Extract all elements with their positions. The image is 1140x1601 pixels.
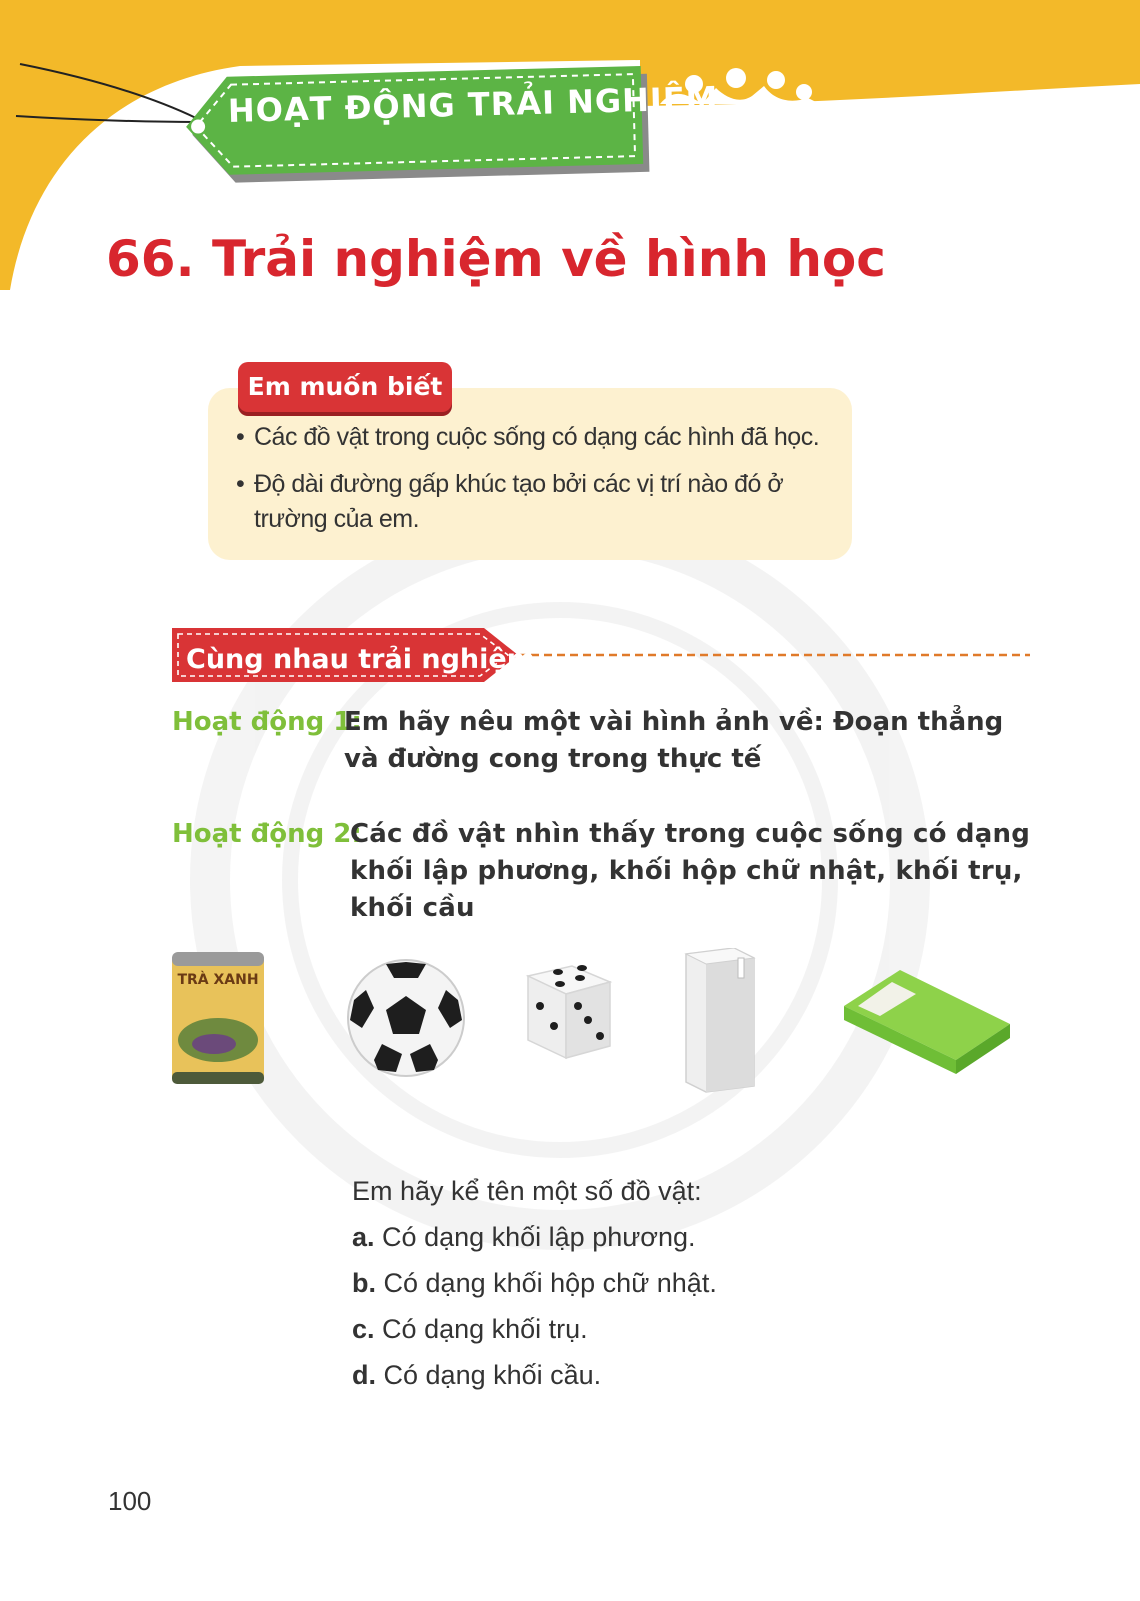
question-letter: c.: [352, 1314, 375, 1344]
experience-tag-title: HOẠT ĐỘNG TRẢI NGHIỆM: [227, 79, 719, 130]
question-item: [352, 1306, 717, 1352]
activity-label: Hoạt động 1:: [172, 707, 362, 737]
question-item: [352, 1214, 717, 1260]
question-text: Có dạng khối hộp chữ nhật.: [383, 1268, 717, 1298]
can-label: TRÀ XANH: [177, 972, 259, 988]
know-label: Em muốn biết: [238, 362, 452, 412]
question-text: Có dạng khối cầu.: [383, 1360, 602, 1390]
page-number: 100: [108, 1486, 152, 1516]
activity-text: Em hãy nêu một vài hình ảnh về: Đoạn thẳng và đường cong trong thực tế: [344, 707, 1004, 774]
know-item: • Độ dài đường gấp khúc tạo bởi các vị trí nào đó ở trường của em.: [236, 467, 836, 537]
know-list: [236, 420, 836, 549]
question-letter: a.: [352, 1222, 375, 1252]
question-item: [352, 1352, 717, 1398]
question-item: [352, 1260, 717, 1306]
tea-can-image: [172, 952, 264, 1084]
question-block: [352, 1168, 717, 1398]
soccer-ball-image: [348, 960, 464, 1076]
green-box-image: [844, 970, 1010, 1074]
question-intro: Em hãy kể tên một số đồ vật:: [352, 1176, 702, 1206]
know-item: • Các đồ vật trong cuộc sống có dạng các hình đã học.: [236, 420, 836, 455]
objects-illustration: [168, 948, 1048, 1118]
section-label: Cùng nhau trải nghiệm: [186, 644, 535, 675]
milk-carton-image: [686, 948, 754, 1092]
activity-label: Hoạt động 2:: [172, 819, 362, 849]
activity-text: Các đồ vật nhìn thấy trong cuộc sống có dạng khối lập phương, khối hộp chữ nhật, khối trụ, khối cầu: [350, 819, 1031, 923]
question-letter: b.: [352, 1268, 376, 1298]
dice-image: [528, 965, 610, 1058]
question-letter: d.: [352, 1360, 376, 1390]
lesson-title: 66. Trải nghiệm về hình học: [106, 230, 886, 288]
question-text: Có dạng khối trụ.: [382, 1314, 588, 1344]
question-text: Có dạng khối lập phương.: [382, 1222, 696, 1252]
activity-2: [172, 816, 1032, 923]
activity-1: [172, 704, 1032, 784]
